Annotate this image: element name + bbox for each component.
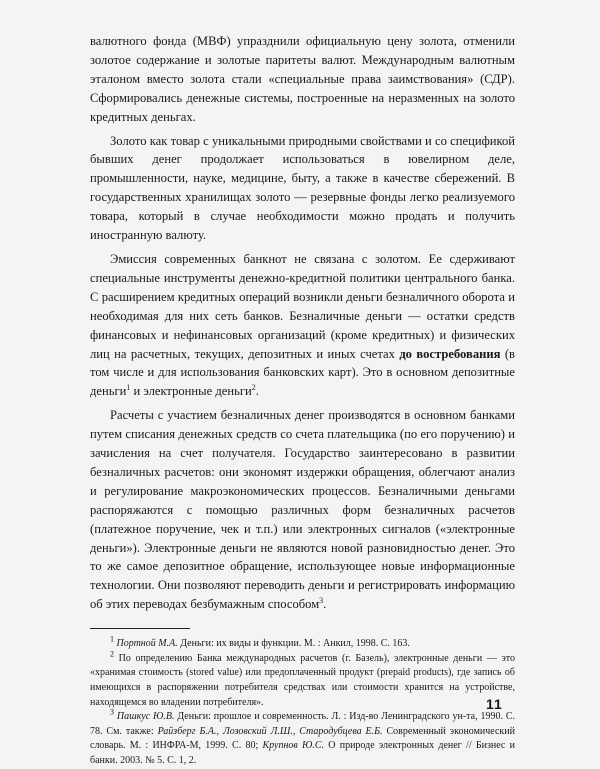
footnote-3-text-1: Деньги: прошлое и современность. Л. : Изд-во Ленинградского ун-та, 1990. С. 78. См. также: (90, 711, 515, 737)
paragraph-3-text-end: . (255, 384, 259, 399)
footnote-3-author-3: Крупнов Ю.С. (262, 740, 324, 752)
footnote-ref-2[interactable]: 2 (251, 383, 256, 393)
footnote-ref-3[interactable]: 3 (319, 596, 324, 606)
footnote-1-author: Портной М.А. (116, 638, 178, 650)
footnote-3-author-2: Райзберг Б.А., Лозовский Л.Ш., Стародубцева Е.Б. (157, 725, 383, 737)
footnote-3-text-3: О природе электронных денег // Бизнес и банки. 2003. № 5. С. 1, 2. (90, 740, 515, 766)
paragraph-3-text-middle: (в том числе и для использования банковских карт). Это в основном депозитные деньги (90, 346, 515, 399)
footnote-1-text: Деньги: их виды и функции. М. : Анкил, 1998. С. 163. (177, 638, 410, 650)
footnote-3-text-2: Современный экономический словарь. М. : ИНФРА-М, 1999. С. 80; (90, 725, 515, 752)
bold-term: до востребования (399, 346, 501, 361)
paragraph-3-text-after: и электронные деньги (130, 384, 252, 399)
paragraph-4-text: Расчеты с участием безналичных денег производятся в основном банками путем списания денежных средств со счета плательщика (по его поручению) и зачисления на счет получателя. Государство заинтересовано в развитии безналичных расчетов: они экономят издержки обращения, облегчают анализ и регулирование макроэкономических процессов. Безналичными деньгами распоряжаются с помощью различных форм безналичных расчетов (платежное поручение, чек и т.п.) или электронных сигналов («электронные деньги»). Электронные деньги не являются новой разновидностью денег. Это то же самое депозитное обращение, использующее новые информационные технологии. Они позволяют переводить деньги и регистрировать информацию об этих переводах безбумажным способом (90, 408, 515, 612)
paragraph-4-text-end: . (323, 597, 327, 612)
footnote-ref-1[interactable]: 1 (126, 383, 131, 393)
page-body (90, 32, 515, 769)
footnote-3-mark: 3 (110, 707, 114, 717)
footnote-2 (90, 649, 515, 710)
paragraph-2-text: Золото как товар с уникальными природными свойствами и со спецификой бывших денег продолжает использоваться в ювелирном деле, промышленности, науке, медицине, быту, а также в качестве сбережений. В государственных хранилищах золото — резервные фонды легко реализуемого товара, который в случае необходимости можно продать и получить иностранную валюту. (90, 133, 515, 243)
paragraph-1-text: валютного фонда (МВФ) упразднили официальную цену золота, отменили золотое содержание и золотые паритеты валют. Международным валютным эталоном вместо золота стали «специальные права заимствования» (СДР). Сформировались денежные системы, построенные на неразменных на золото кредитных деньгах. (90, 34, 515, 124)
paragraph-3 (90, 250, 515, 401)
footnote-2-mark: 2 (110, 649, 114, 659)
paragraph-2 (90, 132, 515, 245)
footnote-divider (90, 628, 190, 629)
paragraph-4 (90, 406, 515, 614)
paragraph-1 (90, 32, 515, 127)
footnote-2-text: По определению Банка международных расчетов (г. Базель), электронные деньги — это «хранимая стоимость (stored value) или предоплаченный продукт (prepaid products), где запись об имеющихся в распоряжении потребителя средствах или стоимости хранится на устройстве, находящемся во владении потребителя». (90, 652, 515, 708)
page-number: 11 (486, 696, 503, 712)
footnote-1-mark: 1 (110, 634, 114, 644)
paragraph-3-text-start: Эмиссия современных банкнот не связана с золотом. Ее сдерживают специальные инструменты денежно-кредитной политики центрального банка. С расширением кредитных операций возникли деньги безналичного оборота и необходимая для них сеть банков. Безналичные деньги — остатки средств финансовых и нефинансовых организаций (кроме кредитных) и физических лиц на расчетных, текущих, депозитных и иных счетах (90, 251, 515, 361)
footnote-3-author-1: Пашкус Ю.В. (116, 711, 175, 723)
footnote-1 (90, 634, 515, 652)
footnote-3 (90, 707, 515, 768)
